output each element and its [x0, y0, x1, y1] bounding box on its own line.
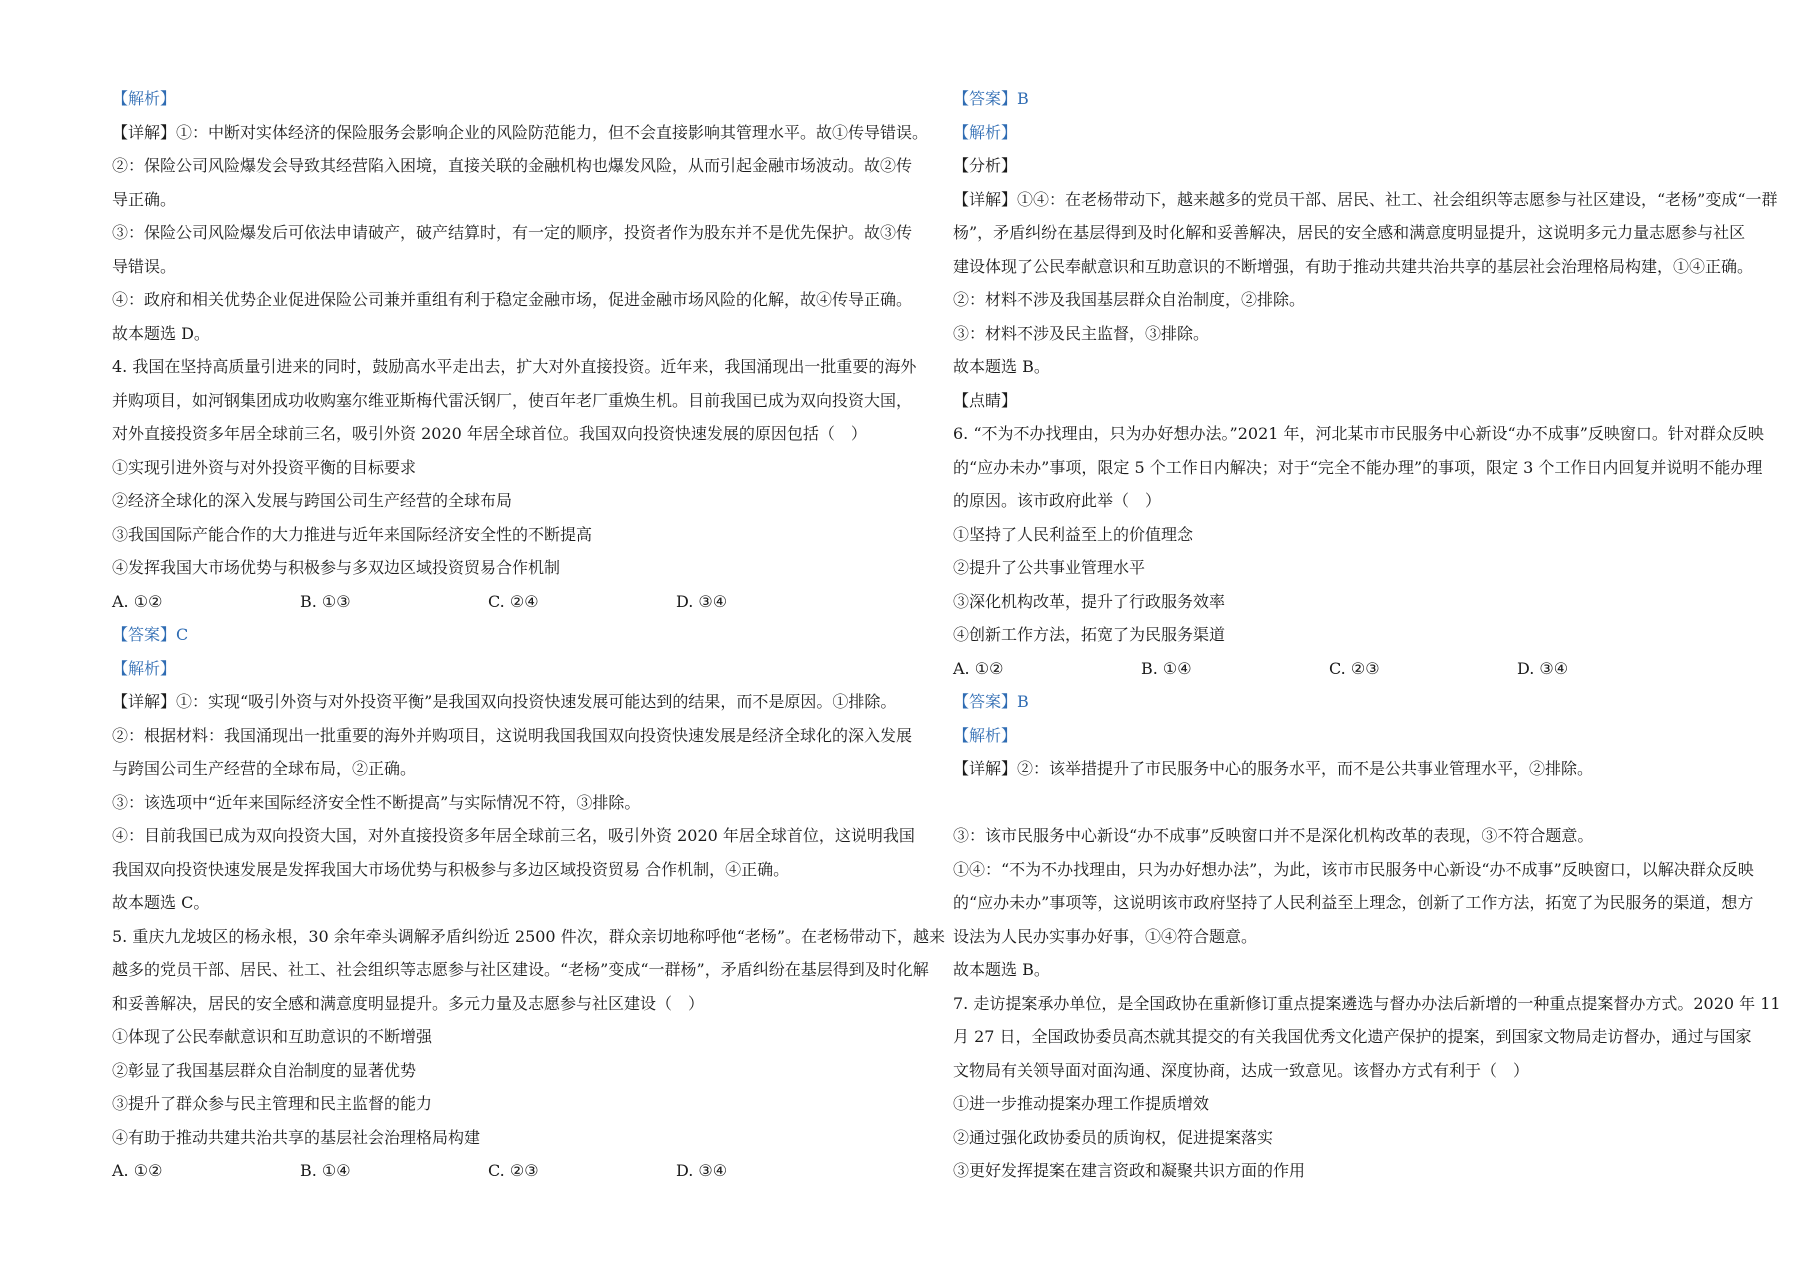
text-line: 导正确。 [112, 189, 177, 209]
question-4-stem: 对外直接投资多年居全球前三名，吸引外资 2020 年居全球首位。我国双向投资快速发展的原因包括（ ） [112, 424, 867, 443]
question-7-statement: ①进一步推动提案办理工作提质增效 [953, 1094, 1210, 1113]
text-line: 故本题选 C。 [112, 893, 210, 912]
question-5-statement: ④有助于推动共建共治共享的基层社会治理格局构建 [112, 1127, 481, 1147]
option-b: B. ①④ [1141, 658, 1192, 678]
analysis-heading: 【解析】 [112, 658, 177, 678]
question-4-statement: ①实现引进外资与对外投资平衡的目标要求 [112, 457, 417, 477]
text-line: ③：该市民服务中心新设“办不成事”反映窗口并不是深化机构改革的表现，③不符合题意。 [953, 826, 1594, 845]
option-c: C. ②③ [488, 1161, 539, 1180]
question-6-stem: 的原因。该市政府此举（ ） [953, 491, 1162, 510]
question-4-statement: ④发挥我国大市场优势与积极参与多双边区域投资贸易合作机制 [112, 558, 561, 577]
question-6-statement: ②提升了公共事业管理水平 [953, 558, 1146, 577]
option-b: B. ①③ [300, 591, 351, 611]
question-5-statement: ②彰显了我国基层群众自治制度的显著优势 [112, 1060, 417, 1080]
question-7-stem: 7. 走访提案承办单位，是全国政协在重新修订重点提案遴选与督办办法后新增的一种重点提案督办方式。2020 年 11 [953, 993, 1781, 1013]
text-line: 故本题选 B。 [953, 960, 1050, 979]
option-d: D. ③④ [676, 591, 728, 611]
text-line: 设法为人民办实事办好事，①④符合题意。 [953, 926, 1258, 946]
text-line: ②：根据材料：我国涌现出一批重要的海外并购项目，这说明我国我国双向投资快速发展是经济全球化的深入发展 [112, 725, 913, 745]
text-line: 导错误。 [112, 256, 177, 276]
question-6-statement: ③深化机构改革，提升了行政服务效率 [953, 591, 1226, 611]
question-6-stem: 的“应办未办”事项，限定 5 个工作日内解决；对于“完全不能办理”的事项，限定 3 个工作日内回复并说明不能办理 [953, 457, 1763, 477]
text-line: 与跨国公司生产经营的全球布局，②正确。 [112, 759, 417, 778]
question-7-stem: 月 27 日，全国政协委员高杰就其提交的有关我国优秀文化遗产保护的提案，到国家文物局走访督办，通过与国家 [953, 1027, 1752, 1046]
text-line: 的“应办未办”事项等，这说明该市政府坚持了人民利益至上理念，创新了工作方法，拓宽了为民服务的渠道，想方 [953, 893, 1754, 912]
option-c: C. ②④ [488, 591, 539, 611]
question-5-stem: 越多的党员干部、居民、社工、社会组织等志愿参与社区建设。“老杨”变成“一群杨”，矛盾纠纷在基层得到及时化解 [112, 960, 929, 979]
text-line: 我国双向投资快速发展是发挥我国大市场优势与积极参与多边区域投资贸易 合作机制，④正确。 [112, 859, 790, 879]
left-column [112, 82, 946, 1188]
text-line: ①④：“不为不办找理由，只为办好想办法”，为此，该市市民服务中心新设“办不成事”反映窗口，以解决群众反映 [953, 859, 1754, 879]
text-line: ④：目前我国已成为双向投资大国，对外直接投资多年居全球前三名，吸引外资 2020 年居全球首位，这说明我国 [112, 826, 915, 845]
question-6-statement: ①坚持了人民利益至上的价值理念 [953, 524, 1194, 544]
analysis-heading: 【解析】 [953, 725, 1018, 745]
text-line: 建设体现了公民奉献意识和互助意识的不断增强，有助于推动共建共治共享的基层社会治理格局构建，①④正确。 [953, 256, 1754, 276]
question-5-statement: ①体现了公民奉献意识和互助意识的不断增强 [112, 1027, 433, 1046]
question-7-stem: 文物局有关领导面对面沟通、深度协商，达成一致意见。该督办方式有利于（ ） [953, 1060, 1530, 1080]
question-5-stem: 和妥善解决，居民的安全感和满意度明显提升。多元力量及志愿参与社区建设（ ） [112, 993, 705, 1013]
question-6-options [953, 652, 1761, 686]
text-line: 故本题选 D。 [112, 323, 210, 343]
question-4-stem: 4. 我国在坚持高质量引进来的同时，鼓励高水平走出去，扩大对外直接投资。近年来，我国涌现出一批重要的海外 [112, 357, 917, 376]
commentary-heading: 【点睛】 [953, 390, 1018, 410]
question-6-stem: 6. “不为不办找理由，只为办好想办法。”2021 年，河北某市市民服务中心新设“办不成事”反映窗口。针对群众反映 [953, 424, 1764, 443]
question-4-options [112, 585, 920, 619]
question-5-stem: 5. 重庆九龙坡区的杨永根，30 余年牵头调解矛盾纠纷近 2500 件次，群众亲切地称呼他“老杨”。在老杨带动下，越来 [112, 926, 946, 946]
option-a: A. ①② [953, 658, 1004, 678]
analysis-heading: 【解析】 [112, 89, 177, 108]
text-line: ②：保险公司风险爆发会导致其经营陷入困境，直接关联的金融机构也爆发风险，从而引起金融市场波动。故②传 [112, 156, 913, 175]
option-c: C. ②③ [1329, 658, 1380, 678]
text-line: 【详解】①：中断对实体经济的保险服务会影响企业的风险防范能力，但不会直接影响其管理水平。故①传导错误。 [112, 122, 929, 142]
option-a: A. ①② [112, 591, 163, 611]
text-line: 【详解】①④：在老杨带动下，越来越多的党员干部、居民、社工、社会组织等志愿参与社区建设，“老杨”变成“一群 [953, 189, 1778, 209]
text-line: ④：政府和相关优势企业促进保险公司兼并重组有利于稳定金融市场，促进金融市场风险的化解，故④传导正确。 [112, 290, 913, 309]
question-4-stem: 并购项目，如河钢集团成功收购塞尔维亚斯梅代雷沃钢厂，使百年老厂重焕生机。目前我国已成为双向投资大国， [112, 390, 913, 410]
analysis-subheading: 【分析】 [953, 156, 1018, 175]
answer-heading: 【答案】C [112, 625, 189, 644]
blank-line [953, 786, 1761, 820]
text-line: ②：材料不涉及我国基层群众自治制度，②排除。 [953, 290, 1306, 309]
question-4-statement: ③我国国际产能合作的大力推进与近年来国际经济安全性的不断提高 [112, 524, 593, 544]
right-column [953, 82, 1781, 1188]
text-line: 故本题选 B。 [953, 357, 1050, 376]
question-5-options [112, 1154, 920, 1188]
option-d: D. ③④ [1517, 658, 1569, 678]
option-b: B. ①④ [300, 1161, 351, 1180]
question-7-statement: ②通过强化政协委员的质询权，促进提案落实 [953, 1127, 1274, 1147]
question-4-statement: ②经济全球化的深入发展与跨国公司生产经营的全球布局 [112, 491, 513, 510]
question-5-statement: ③提升了群众参与民主管理和民主监督的能力 [112, 1094, 433, 1113]
answer-heading: 【答案】B [953, 692, 1029, 711]
option-d: D. ③④ [676, 1161, 728, 1180]
option-a: A. ①② [112, 1161, 163, 1180]
analysis-heading: 【解析】 [953, 122, 1018, 142]
question-7-statement: ③更好发挥提案在建言资政和凝聚共识方面的作用 [953, 1161, 1306, 1180]
text-line: 【详解】①：实现“吸引外资与对外投资平衡”是我国双向投资快速发展可能达到的结果，而不是原因。①排除。 [112, 692, 897, 711]
question-6-statement: ④创新工作方法，拓宽了为民服务渠道 [953, 625, 1226, 644]
text-line: ③：材料不涉及民主监督，③排除。 [953, 323, 1210, 343]
text-line: 杨”，矛盾纠纷在基层得到及时化解和妥善解决，居民的安全感和满意度明显提升，这说明多元力量志愿参与社区 [953, 223, 1746, 242]
text-line: ③：保险公司风险爆发后可依法申请破产，破产结算时，有一定的顺序，投资者作为股东并不是优先保护。故③传 [112, 223, 913, 242]
answer-heading: 【答案】B [953, 89, 1029, 108]
text-line: 【详解】②：该举措提升了市民服务中心的服务水平，而不是公共事业管理水平，②排除。 [953, 759, 1594, 778]
text-line: ③：该选项中“近年来国际经济安全性不断提高”与实际情况不符，③排除。 [112, 792, 641, 812]
